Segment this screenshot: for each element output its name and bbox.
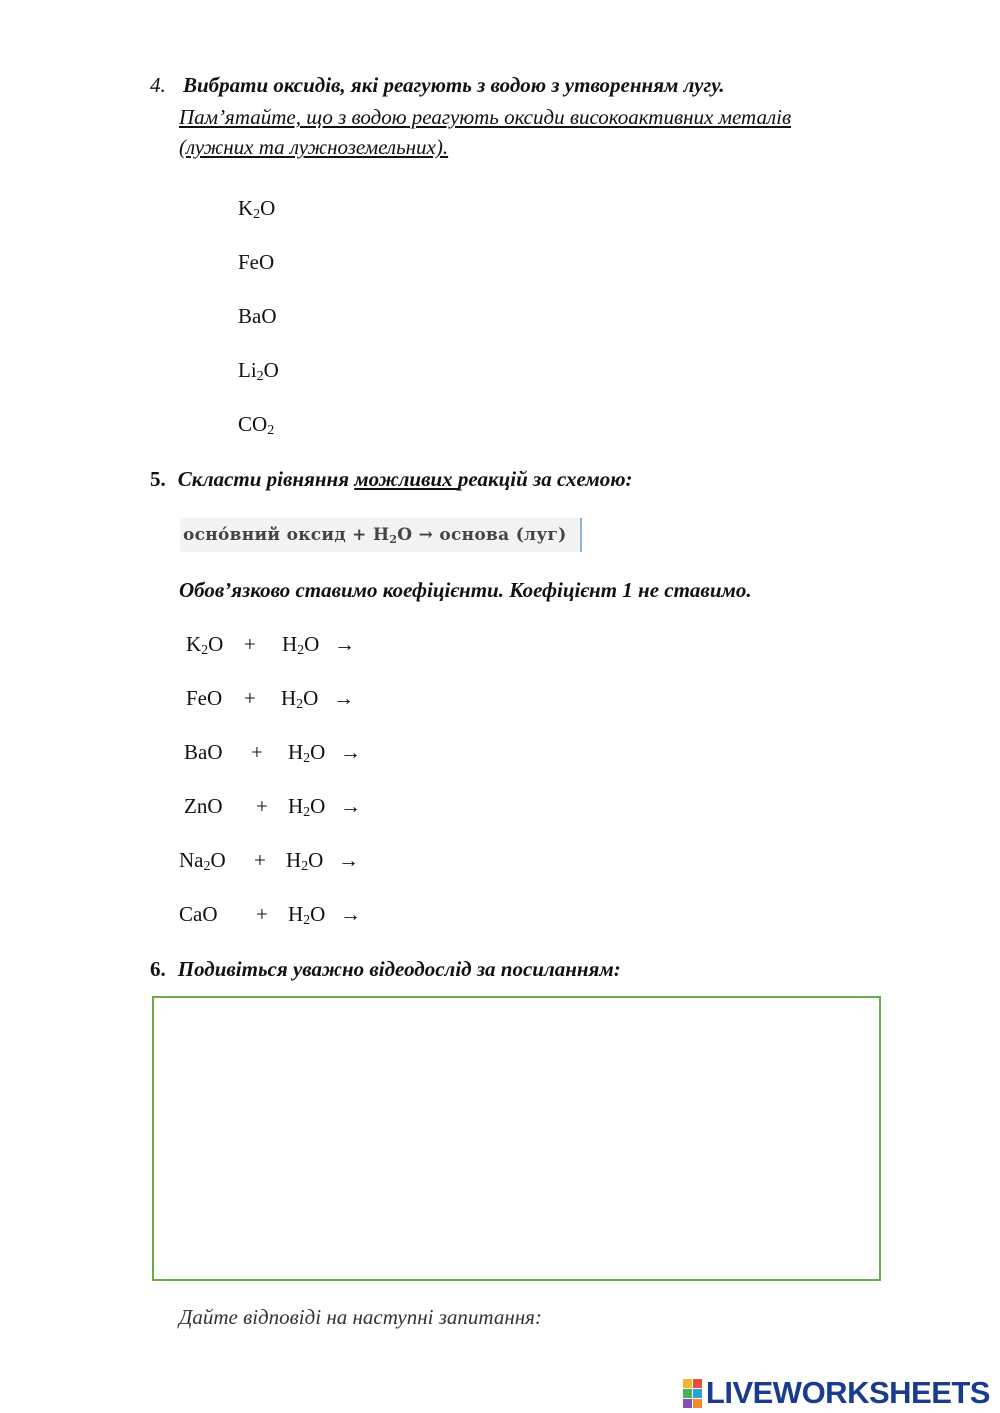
logo-cell	[683, 1399, 692, 1408]
logo-cell	[693, 1379, 702, 1388]
answer-prompt: Дайте відповіді на наступні запитання:	[179, 1305, 542, 1329]
q4-option[interactable]: $K_2O$	[238, 196, 276, 222]
q5-title-underlined: можливих	[354, 467, 458, 491]
logo-cell	[683, 1389, 692, 1398]
q4-option[interactable]: $Li_2O$	[238, 358, 279, 384]
q4-heading	[150, 73, 724, 98]
q5-number: 5.	[150, 467, 166, 491]
reaction-scheme-image: осно́вний оксид + $H_2O$ → основа (луг)	[180, 518, 582, 552]
q4-option[interactable]: FeO	[238, 250, 275, 274]
q6-title: Подивіться уважно відеодослід за посиланням:	[177, 957, 621, 981]
q5-heading	[150, 467, 633, 492]
q4-title: Вибрати оксидів, які реагують з водою з утворенням лугу.	[183, 73, 725, 97]
q4-note-line-2: (лужних та лужноземельних).	[179, 135, 449, 159]
q4-option[interactable]: BaO	[238, 304, 277, 328]
liveworksheets-icon	[683, 1379, 702, 1408]
q6-heading	[150, 957, 621, 982]
liveworksheets-logo	[683, 1375, 990, 1411]
logo-cell	[683, 1379, 692, 1388]
q4-note-line-1: Пам’ятайте, що з водою реагують оксиди високоактивних металів	[179, 105, 792, 129]
liveworksheets-wordmark: LIVEWORKSHEETS	[705, 1375, 990, 1410]
q6-number: 6.	[150, 957, 166, 981]
q5-title-end: реакцій за схемою:	[457, 467, 633, 491]
q4-number: 4.	[150, 73, 166, 97]
logo-cell	[693, 1399, 702, 1408]
logo-cell	[693, 1389, 702, 1398]
q5-title-start: Скласти рівняння	[177, 467, 355, 491]
video-embed-frame[interactable]	[152, 996, 881, 1281]
q4-option[interactable]: $CO_2$	[238, 412, 275, 438]
q5-instruction: Обов’язково ставимо коефіцієнти. Коефіцієнт 1 не ставимо.	[179, 578, 752, 602]
